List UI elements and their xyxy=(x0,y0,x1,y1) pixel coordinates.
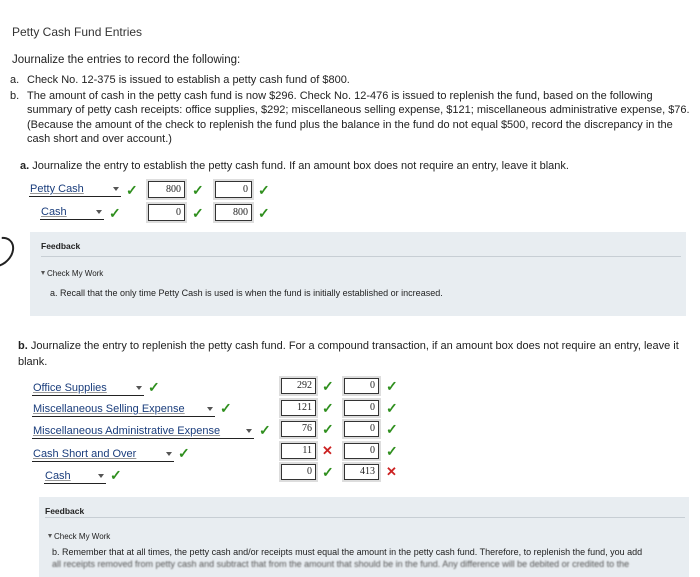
divider xyxy=(45,517,685,518)
correct-check-icon: ✓ xyxy=(386,378,398,394)
dropdown-arrow-icon xyxy=(96,210,102,214)
problem-item-a xyxy=(10,73,690,88)
incorrect-x-icon: ✕ xyxy=(322,443,333,458)
credit-input[interactable]: 0 xyxy=(344,421,379,437)
account-select[interactable] xyxy=(32,425,254,439)
feedback-text-cutoff: all receipts removed from petty cash and subtract that from the amount that should be in the fund. Any difference will be debited or credited to the xyxy=(52,559,630,569)
debit-input[interactable]: 292 xyxy=(281,378,316,394)
credit-input[interactable]: 0 xyxy=(215,181,252,198)
check-my-work-label: Check My Work xyxy=(54,532,111,541)
dropdown-arrow-icon xyxy=(113,187,119,191)
account-name: Cash xyxy=(45,470,71,482)
check-my-work-label: Check My Work xyxy=(47,269,104,278)
part-a-question xyxy=(20,160,690,172)
debit-input[interactable]: 121 xyxy=(281,400,316,416)
incorrect-x-icon: ✕ xyxy=(386,464,397,479)
correct-check-icon: ✓ xyxy=(178,445,190,461)
account-name: Miscellaneous Administrative Expense xyxy=(33,425,221,437)
correct-check-icon: ✓ xyxy=(258,205,270,221)
account-select[interactable] xyxy=(32,382,144,396)
collapse-handle-icon[interactable] xyxy=(0,231,20,273)
correct-check-icon: ✓ xyxy=(386,400,398,416)
correct-check-icon: ✓ xyxy=(259,422,271,438)
correct-check-icon: ✓ xyxy=(258,182,270,198)
correct-check-icon: ✓ xyxy=(220,400,232,416)
credit-input[interactable]: 0 xyxy=(344,400,379,416)
problem-text: The amount of cash in the petty cash fund is now $296. Check No. 12-476 is issued to replenish the fund, based on the following summary of petty cash receipts: office supplies, $292; miscellaneous selling expense, $121; miscellaneous administrative expense, $76. (Because the amount of the check to replenish the fund plus the balance in the fund do not equal $500, record the discrepancy in the cash short and over account.) xyxy=(27,89,690,145)
credit-input[interactable]: 413 xyxy=(344,464,379,480)
instructions: Journalize the entries to record the following: xyxy=(12,54,241,66)
correct-check-icon: ✓ xyxy=(126,182,138,198)
account-name: Cash xyxy=(41,206,67,218)
correct-check-icon: ✓ xyxy=(192,182,204,198)
problem-item-b xyxy=(10,89,690,147)
feedback-heading: Feedback xyxy=(45,506,85,516)
account-select[interactable] xyxy=(32,448,174,462)
problem-text: Check No. 12-375 is issued to establish a petty cash fund of $800. xyxy=(27,74,350,86)
debit-input[interactable]: 76 xyxy=(281,421,316,437)
credit-input[interactable]: 0 xyxy=(344,378,379,394)
divider xyxy=(41,256,681,257)
check-my-work-toggle[interactable] xyxy=(48,532,110,541)
disclosure-triangle-icon xyxy=(41,271,45,275)
part-label: a. xyxy=(20,160,30,172)
dropdown-arrow-icon xyxy=(98,474,104,478)
page-title: Petty Cash Fund Entries xyxy=(12,25,143,39)
feedback-panel-a xyxy=(30,232,686,316)
correct-check-icon: ✓ xyxy=(110,467,122,483)
account-select[interactable] xyxy=(40,206,104,220)
disclosure-triangle-icon xyxy=(48,534,52,538)
part-b-question xyxy=(18,338,688,370)
account-name: Petty Cash xyxy=(30,183,84,195)
debit-input[interactable]: 0 xyxy=(281,464,316,480)
account-select[interactable] xyxy=(32,403,215,417)
debit-input[interactable]: 0 xyxy=(148,204,185,221)
feedback-text: b. Remember that at all times, the petty cash and/or receipts must equal the amount in the petty cash fund. Therefore, to replenish the fund, you add xyxy=(52,547,643,557)
feedback-panel-b xyxy=(39,497,689,577)
correct-check-icon: ✓ xyxy=(386,421,398,437)
correct-check-icon: ✓ xyxy=(148,379,160,395)
dropdown-arrow-icon xyxy=(246,429,252,433)
dropdown-arrow-icon xyxy=(166,452,172,456)
problem-label: b. xyxy=(10,89,20,102)
debit-input[interactable]: 800 xyxy=(148,181,185,198)
debit-input[interactable]: 11 xyxy=(281,443,316,459)
correct-check-icon: ✓ xyxy=(322,421,334,437)
problem-label: a. xyxy=(10,74,20,86)
dropdown-arrow-icon xyxy=(207,407,213,411)
dropdown-arrow-icon xyxy=(136,386,142,390)
correct-check-icon: ✓ xyxy=(322,464,334,480)
correct-check-icon: ✓ xyxy=(192,205,204,221)
feedback-heading: Feedback xyxy=(41,241,81,251)
account-select[interactable] xyxy=(29,183,121,197)
credit-input[interactable]: 800 xyxy=(215,204,252,221)
account-name: Miscellaneous Selling Expense xyxy=(33,403,185,415)
question-text: Journalize the entry to establish the petty cash fund. If an amount box does not require an entry, leave it blank. xyxy=(32,160,569,172)
problem-list xyxy=(10,73,690,148)
account-name: Office Supplies xyxy=(33,382,107,394)
account-select[interactable] xyxy=(44,470,106,484)
part-label: b. xyxy=(18,340,28,352)
check-my-work-toggle[interactable] xyxy=(41,269,103,278)
credit-input[interactable]: 0 xyxy=(344,443,379,459)
correct-check-icon: ✓ xyxy=(386,443,398,459)
account-name: Cash Short and Over xyxy=(33,448,137,460)
correct-check-icon: ✓ xyxy=(322,400,334,416)
correct-check-icon: ✓ xyxy=(109,205,121,221)
question-text: Journalize the entry to replenish the petty cash fund. For a compound transaction, if an amount box does not require an entry, leave it blank. xyxy=(18,340,679,368)
correct-check-icon: ✓ xyxy=(322,378,334,394)
feedback-text: a. Recall that the only time Petty Cash is used is when the fund is initially established or increased. xyxy=(50,288,443,298)
